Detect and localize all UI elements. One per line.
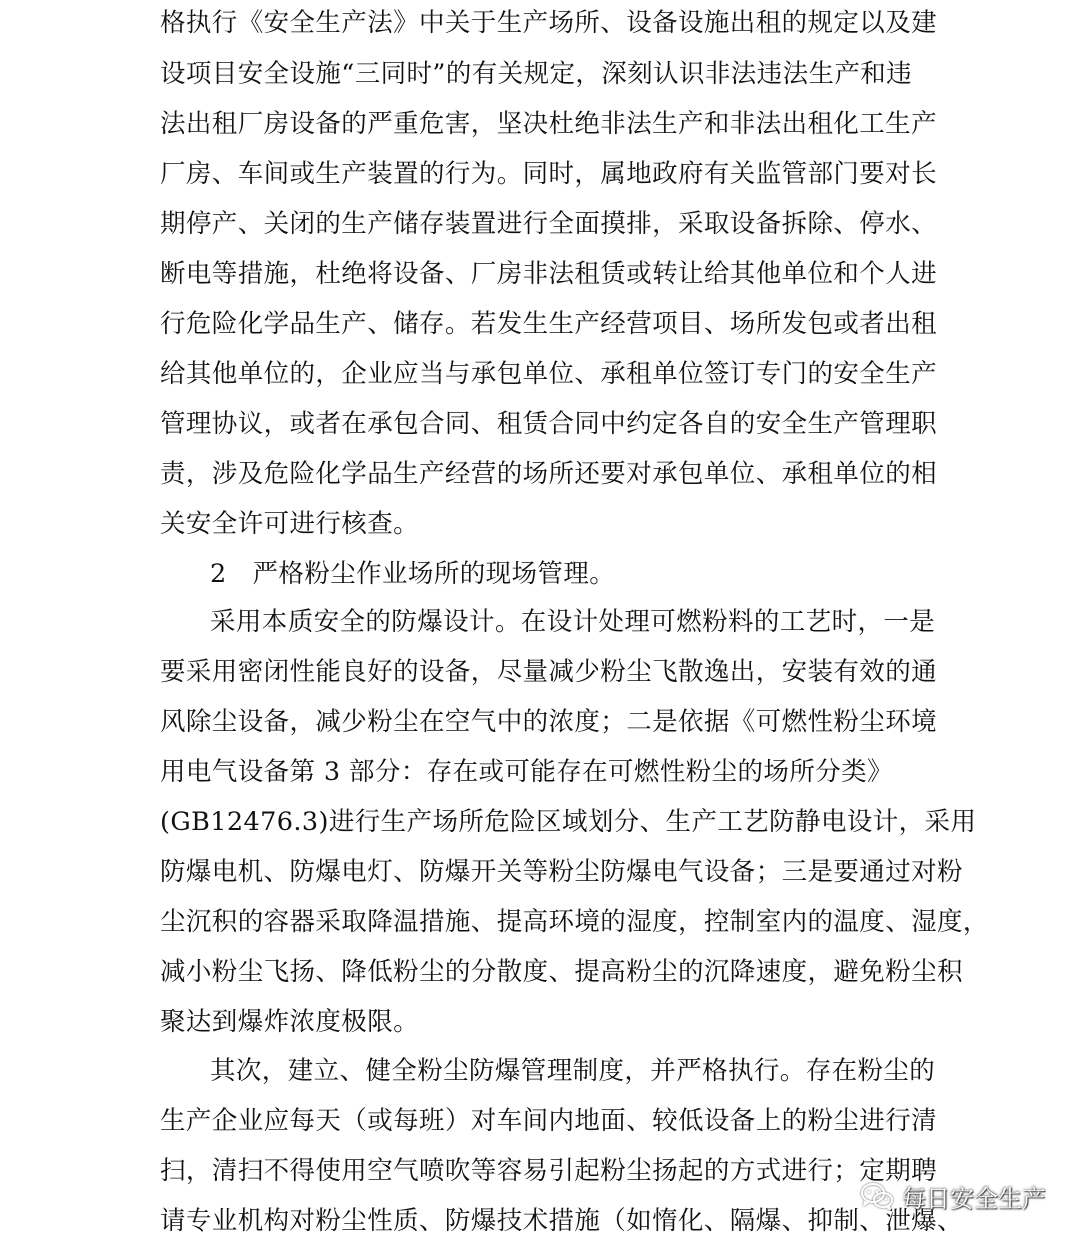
- text-line: 责，涉及危险化学品生产经营的场所还要对承包单位、承租单位的相: [160, 459, 938, 489]
- text-line: 法出租厂房设备的严重危害，坚决杜绝非法生产和非法出租化工生产: [160, 109, 938, 139]
- section-heading: 2 严格粉尘作业场所的现场管理。: [210, 559, 616, 589]
- text-line: 请专业机构对粉尘性质、防爆技术措施（如惰化、隔爆、抑制、泄爆、: [160, 1206, 963, 1236]
- watermark: [860, 1176, 1046, 1216]
- watermark-text: 每日安全生产: [902, 1184, 1046, 1213]
- text-line: 要采用密闭性能良好的设备，尽量减少粉尘飞散逸出，安装有效的通: [160, 657, 938, 687]
- text-line: 厂房、车间或生产装置的行为。同时，属地政府有关监管部门要对长: [160, 159, 938, 189]
- wechat-icon: [860, 1181, 894, 1211]
- text-line: 管理协议，或者在承包合同、租赁合同中约定各自的安全生产管理职: [160, 409, 938, 439]
- text-line: 设项目安全设施“三同时”的有关规定，深刻认识非法违法生产和违: [160, 59, 913, 89]
- paragraph-first-line: 采用本质安全的防爆设计。在设计处理可燃粉料的工艺时，一是: [210, 607, 936, 637]
- text-line: 生产企业应每天（或每班）对车间内地面、较低设备上的粉尘进行清: [160, 1106, 938, 1136]
- text-line: 期停产、关闭的生产储存装置进行全面摸排，采取设备拆除、停水、: [160, 209, 938, 239]
- paragraph-first-line: 其次，建立、健全粉尘防爆管理制度，并严格执行。存在粉尘的: [210, 1056, 936, 1086]
- text-line: 给其他单位的，企业应当与承包单位、承租单位签订专门的安全生产: [160, 359, 938, 389]
- text-line: 风除尘设备，减少粉尘在空气中的浓度；二是依据《可燃性粉尘环境: [160, 707, 938, 737]
- text-line: 用电气设备第 3 部分：存在或可能存在可燃性粉尘的场所分类》: [160, 757, 893, 787]
- text-line: 断电等措施，杜绝将设备、厂房非法租赁或转让给其他单位和个人进: [160, 259, 938, 289]
- text-line: 聚达到爆炸浓度极限。: [160, 1007, 420, 1037]
- text-line: 格执行《安全生产法》中关于生产场所、设备设施出租的规定以及建: [160, 8, 938, 38]
- text-line: 防爆电机、防爆电灯、防爆开关等粉尘防爆电气设备；三是要通过对粉: [160, 857, 963, 887]
- text-line: 减小粉尘飞扬、降低粉尘的分散度、提高粉尘的沉降速度，避免粉尘积: [160, 957, 963, 987]
- text-line: 扫，清扫不得使用空气喷吹等容易引起粉尘扬起的方式进行；定期聘: [160, 1156, 938, 1186]
- text-line: 尘沉积的容器采取降温措施、提高环境的湿度，控制室内的温度、湿度，: [160, 907, 989, 937]
- text-line: (GB12476.3)进行生产场所危险区域划分、生产工艺防静电设计，采用: [160, 807, 977, 837]
- text-line: 关安全许可进行核查。: [160, 509, 420, 539]
- text-line: 行危险化学品生产、储存。若发生生产经营项目、场所发包或者出租: [160, 309, 938, 339]
